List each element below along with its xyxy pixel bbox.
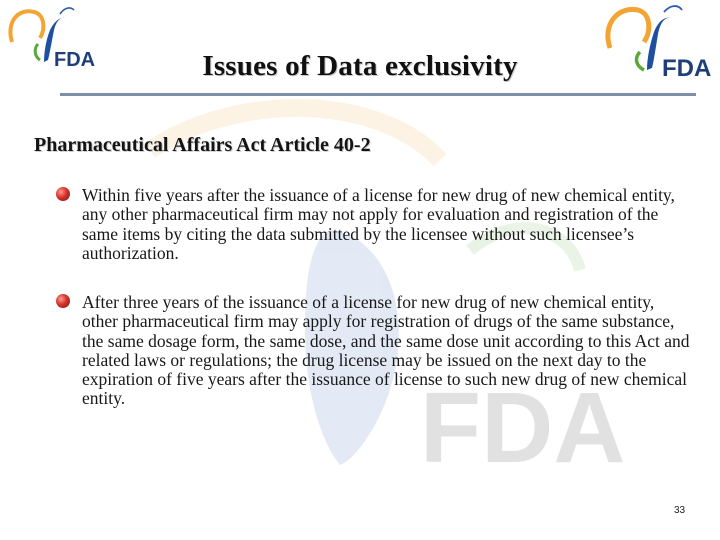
section-subtitle: Pharmaceutical Affairs Act Article 40-2 <box>34 134 371 156</box>
logo-left-text: FDA <box>54 49 96 71</box>
slide-title: Issues of Data exclusivity <box>202 50 518 82</box>
bullet-dot-icon <box>56 187 70 201</box>
bullet-dot-icon <box>56 294 70 308</box>
bullet-paragraph: After three years of the issuance of a license for new drug of new chemical entity, other pharmaceutical firm may apply for registration of drugs of the same substance, the same dosage form, the same dose, and the same dose unit according to this Act and related laws or regulations; the drug license may be issued on the next day to the expiration of five years after the issuance of license to such new drug of new chemical entity. <box>82 292 690 409</box>
title-underline <box>60 93 696 96</box>
watermark-text: FDA <box>420 372 626 484</box>
logo-right-text: FDA <box>662 55 712 82</box>
fda-logo-right <box>600 2 718 82</box>
bullet-paragraph: Within five years after the issuance of a license for new drug of new chemical entity, any other pharmaceutical firm may not apply for evaluation and registration of the same items by citing the data submitted by the licensee without such licensee’s authorization. <box>82 185 675 263</box>
page-number: 33 <box>674 505 686 516</box>
fda-logo-left <box>4 4 104 72</box>
